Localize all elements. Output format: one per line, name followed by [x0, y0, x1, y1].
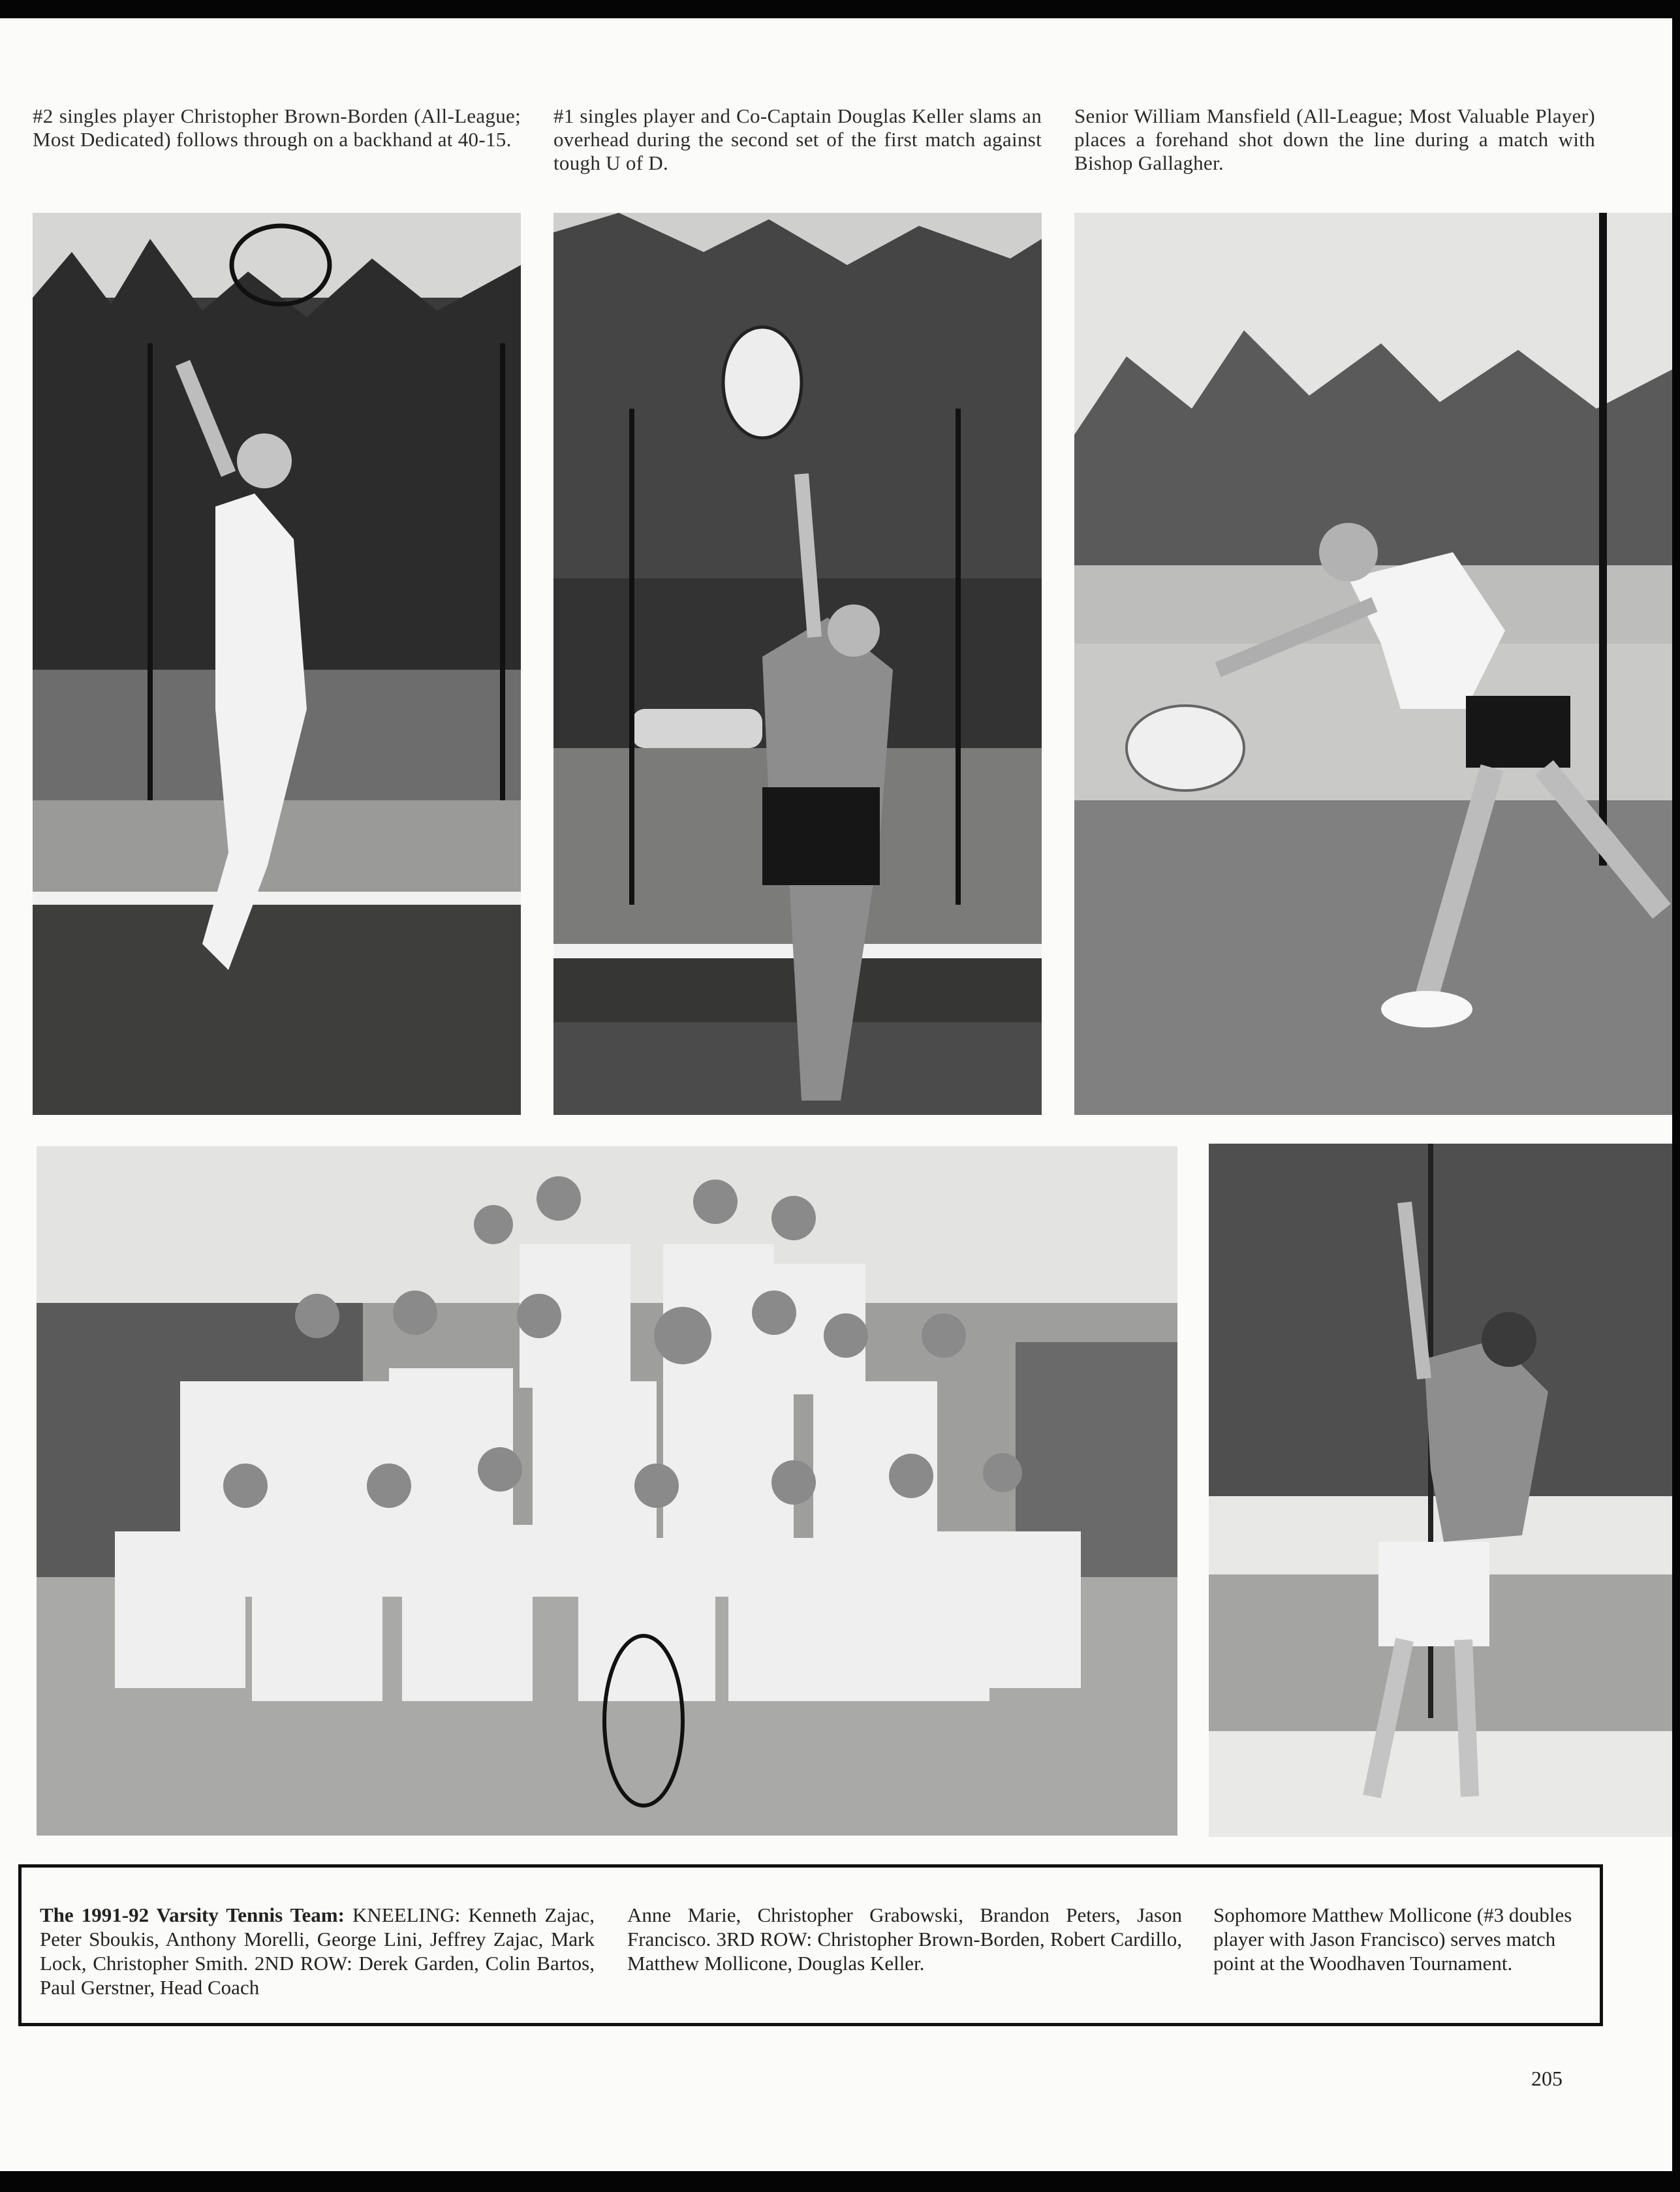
caption-brown-borden: #2 singles player Christopher Brown-Borden (All-League; Most Dedicated) follows through on a backhand at 40-15. — [33, 104, 521, 151]
yearbook-page — [0, 18, 1672, 2171]
caption-mansfield: Senior William Mansfield (All-League; Most Valuable Player) places a forehand shot down the line during a match with Bishop Gallagher. — [1074, 104, 1595, 174]
team-caption-column-2: Anne Marie, Christopher Grabowski, Brandon Peters, Jason Francisco. 3RD ROW: Christopher Brown-Borden, Robert Cardillo, Matthew Mollicone, Douglas Keller. — [627, 1903, 1182, 1975]
caption-mollicone-serve: Sophomore Matthew Mollicone (#3 doubles player with Jason Francisco) serves match point at the Woodhaven Tournament. — [1213, 1903, 1572, 1975]
photo-forehand-down-the-line — [1074, 213, 1672, 1115]
photo-varsity-tennis-team — [37, 1146, 1177, 1836]
photo-serve-match-point — [1209, 1144, 1672, 1837]
photo-overhead-smash — [553, 213, 1042, 1115]
team-caption-heading: The 1991-92 Varsity Tennis Team: — [40, 1903, 345, 1926]
caption-box — [18, 1864, 1603, 2026]
team-caption-column-1 — [40, 1903, 595, 1999]
team-caption-roster-part-1: KNEELING: Kenneth Zajac, Peter Sboukis, Anthony Morelli, George Lini, Jeffrey Zajac, Mark Lock, Christopher Smith. 2ND ROW: Derek Garden, Colin Bartos, Paul Gerstner, Head Coach — [40, 1903, 595, 1999]
photo-backhand-follow-through — [33, 213, 521, 1115]
page-number: 205 — [1531, 2067, 1563, 2090]
caption-keller: #1 singles player and Co-Captain Douglas Keller slams an overhead during the second set of the first match against tough U of D. — [553, 104, 1042, 174]
